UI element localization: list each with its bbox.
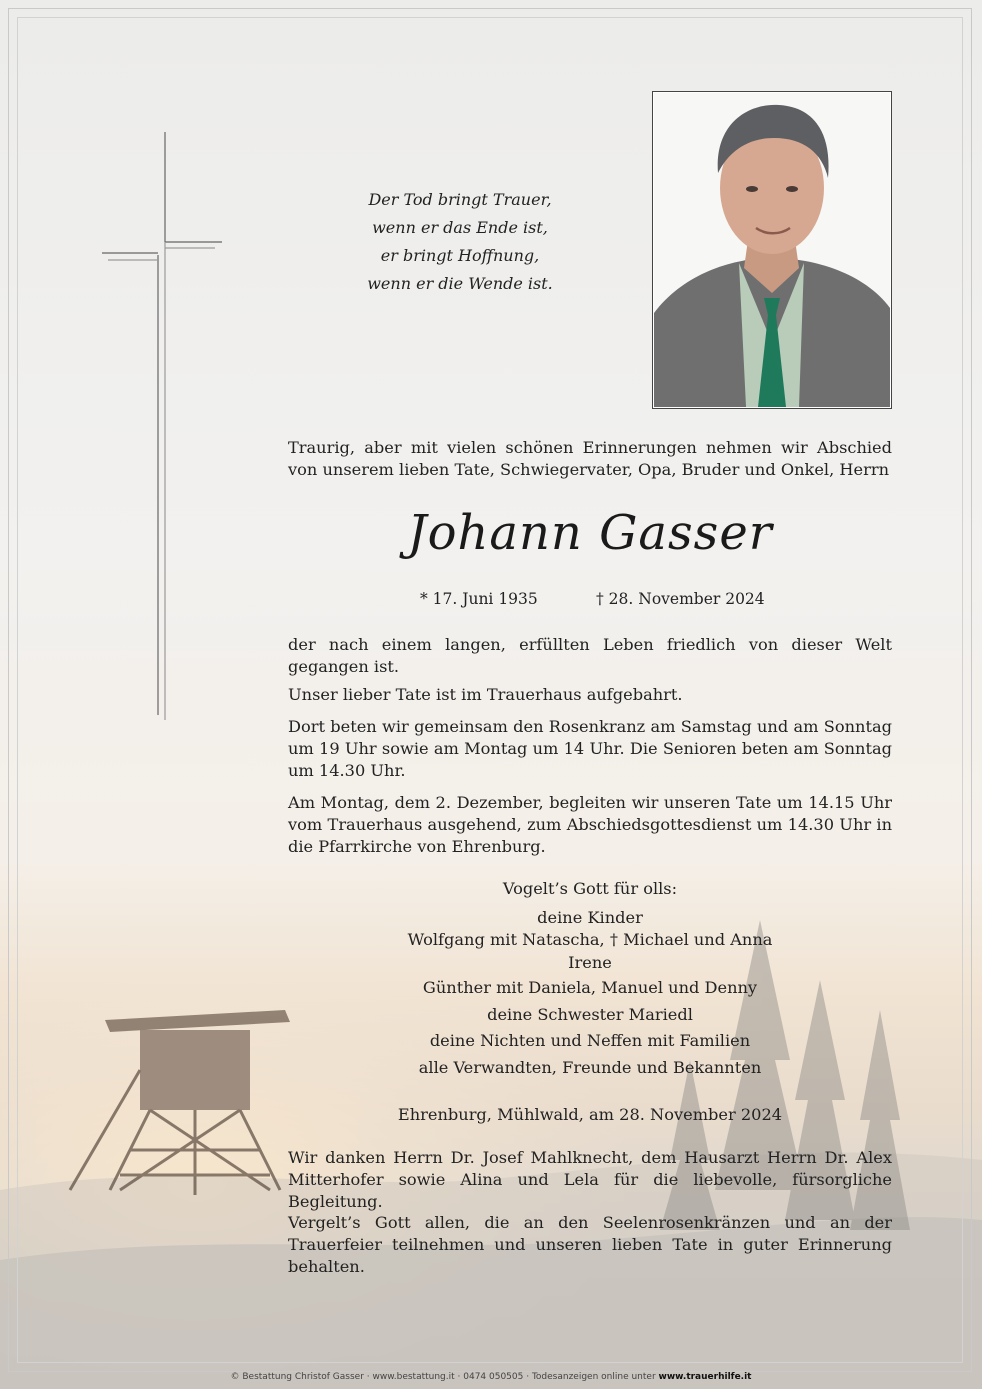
mourner-line: deine Kinder (537, 907, 643, 927)
footer-text: © Bestattung Christof Gasser · www.bestattung.it · 0474 050505 · Todesanzeigen online unter (230, 1372, 656, 1382)
mourner-line: Irene (568, 952, 612, 972)
mourner-line: Wolfgang mit Natascha, † Michael und Anna (407, 930, 773, 949)
portrait-photo (652, 91, 892, 409)
verse (300, 186, 620, 298)
mourner-line: alle Verwandten, Freunde und Bekannten (418, 1057, 762, 1077)
birth-date: * 17. Juni 1935 (420, 590, 538, 608)
thanks-all: Vergelt’s Gott allen, die an den Seelenrosenkränzen und an der Trauerfeier teilnehmen und unseren lieben Tate in guter Erinnerung behalten. (288, 1213, 892, 1276)
mourner-line: deine Schwester Mariedl (487, 1004, 693, 1024)
place-date: Ehrenburg, Mühlwald, am 28. November 2024 (397, 1105, 783, 1124)
mourner-line: deine Nichten und Neffen mit Familien (429, 1031, 751, 1050)
paragraph-rosary: Dort beten wir gemeinsam den Rosenkranz am Samstag und am Sonntag um 19 Uhr sowie am Montag um 14 Uhr. Die Senioren beten am Sonntag um 14.30 Uhr. (288, 717, 892, 780)
footer-link[interactable]: www.trauerhilfe.it (658, 1372, 752, 1382)
verse-line: wenn er die Wende ist. (367, 274, 553, 293)
cross-icon (100, 130, 230, 720)
intro-text: Traurig, aber mit vielen schönen Erinnerungen nehmen wir Abschied von unserem lieben Tate, Schwiegervater, Opa, Bruder und Onkel, Herrn (288, 438, 892, 479)
paragraph-funeral: Am Montag, dem 2. Dezember, begleiten wir unseren Tate um 14.15 Uhr vom Trauerhaus ausgehend, zum Abschiedsgottesdienst um 14.30 Uhr in die Pfarrkirche von Ehrenburg. (288, 793, 892, 856)
deceased-name: Johann Gasser (407, 505, 773, 561)
death-date: † 28. November 2024 (596, 590, 765, 608)
thanks-doctors: Wir danken Herrn Dr. Josef Mahlknecht, dem Hausarzt Herrn Dr. Alex Mitterhofer sowie Alina und Lela für die liebevolle, fürsorgliche Begleitung. (288, 1148, 892, 1211)
paragraph-laid-out: Unser lieber Tate ist im Trauerhaus aufgebahrt. (288, 685, 683, 704)
life-text: der nach einem langen, erfüllten Leben friedlich von dieser Welt gegangen ist. (288, 635, 892, 676)
verse-line: wenn er das Ende ist, (372, 218, 548, 237)
footer (0, 1372, 982, 1382)
mourners-heading: Vogelt’s Gott für olls: (502, 879, 678, 898)
verse-line: er bringt Hoffnung, (380, 246, 540, 265)
mourners-list (288, 878, 892, 1079)
mourner-line: Günther mit Daniela, Manuel und Denny (422, 978, 758, 997)
verse-line: Der Tod bringt Trauer, (368, 190, 552, 209)
